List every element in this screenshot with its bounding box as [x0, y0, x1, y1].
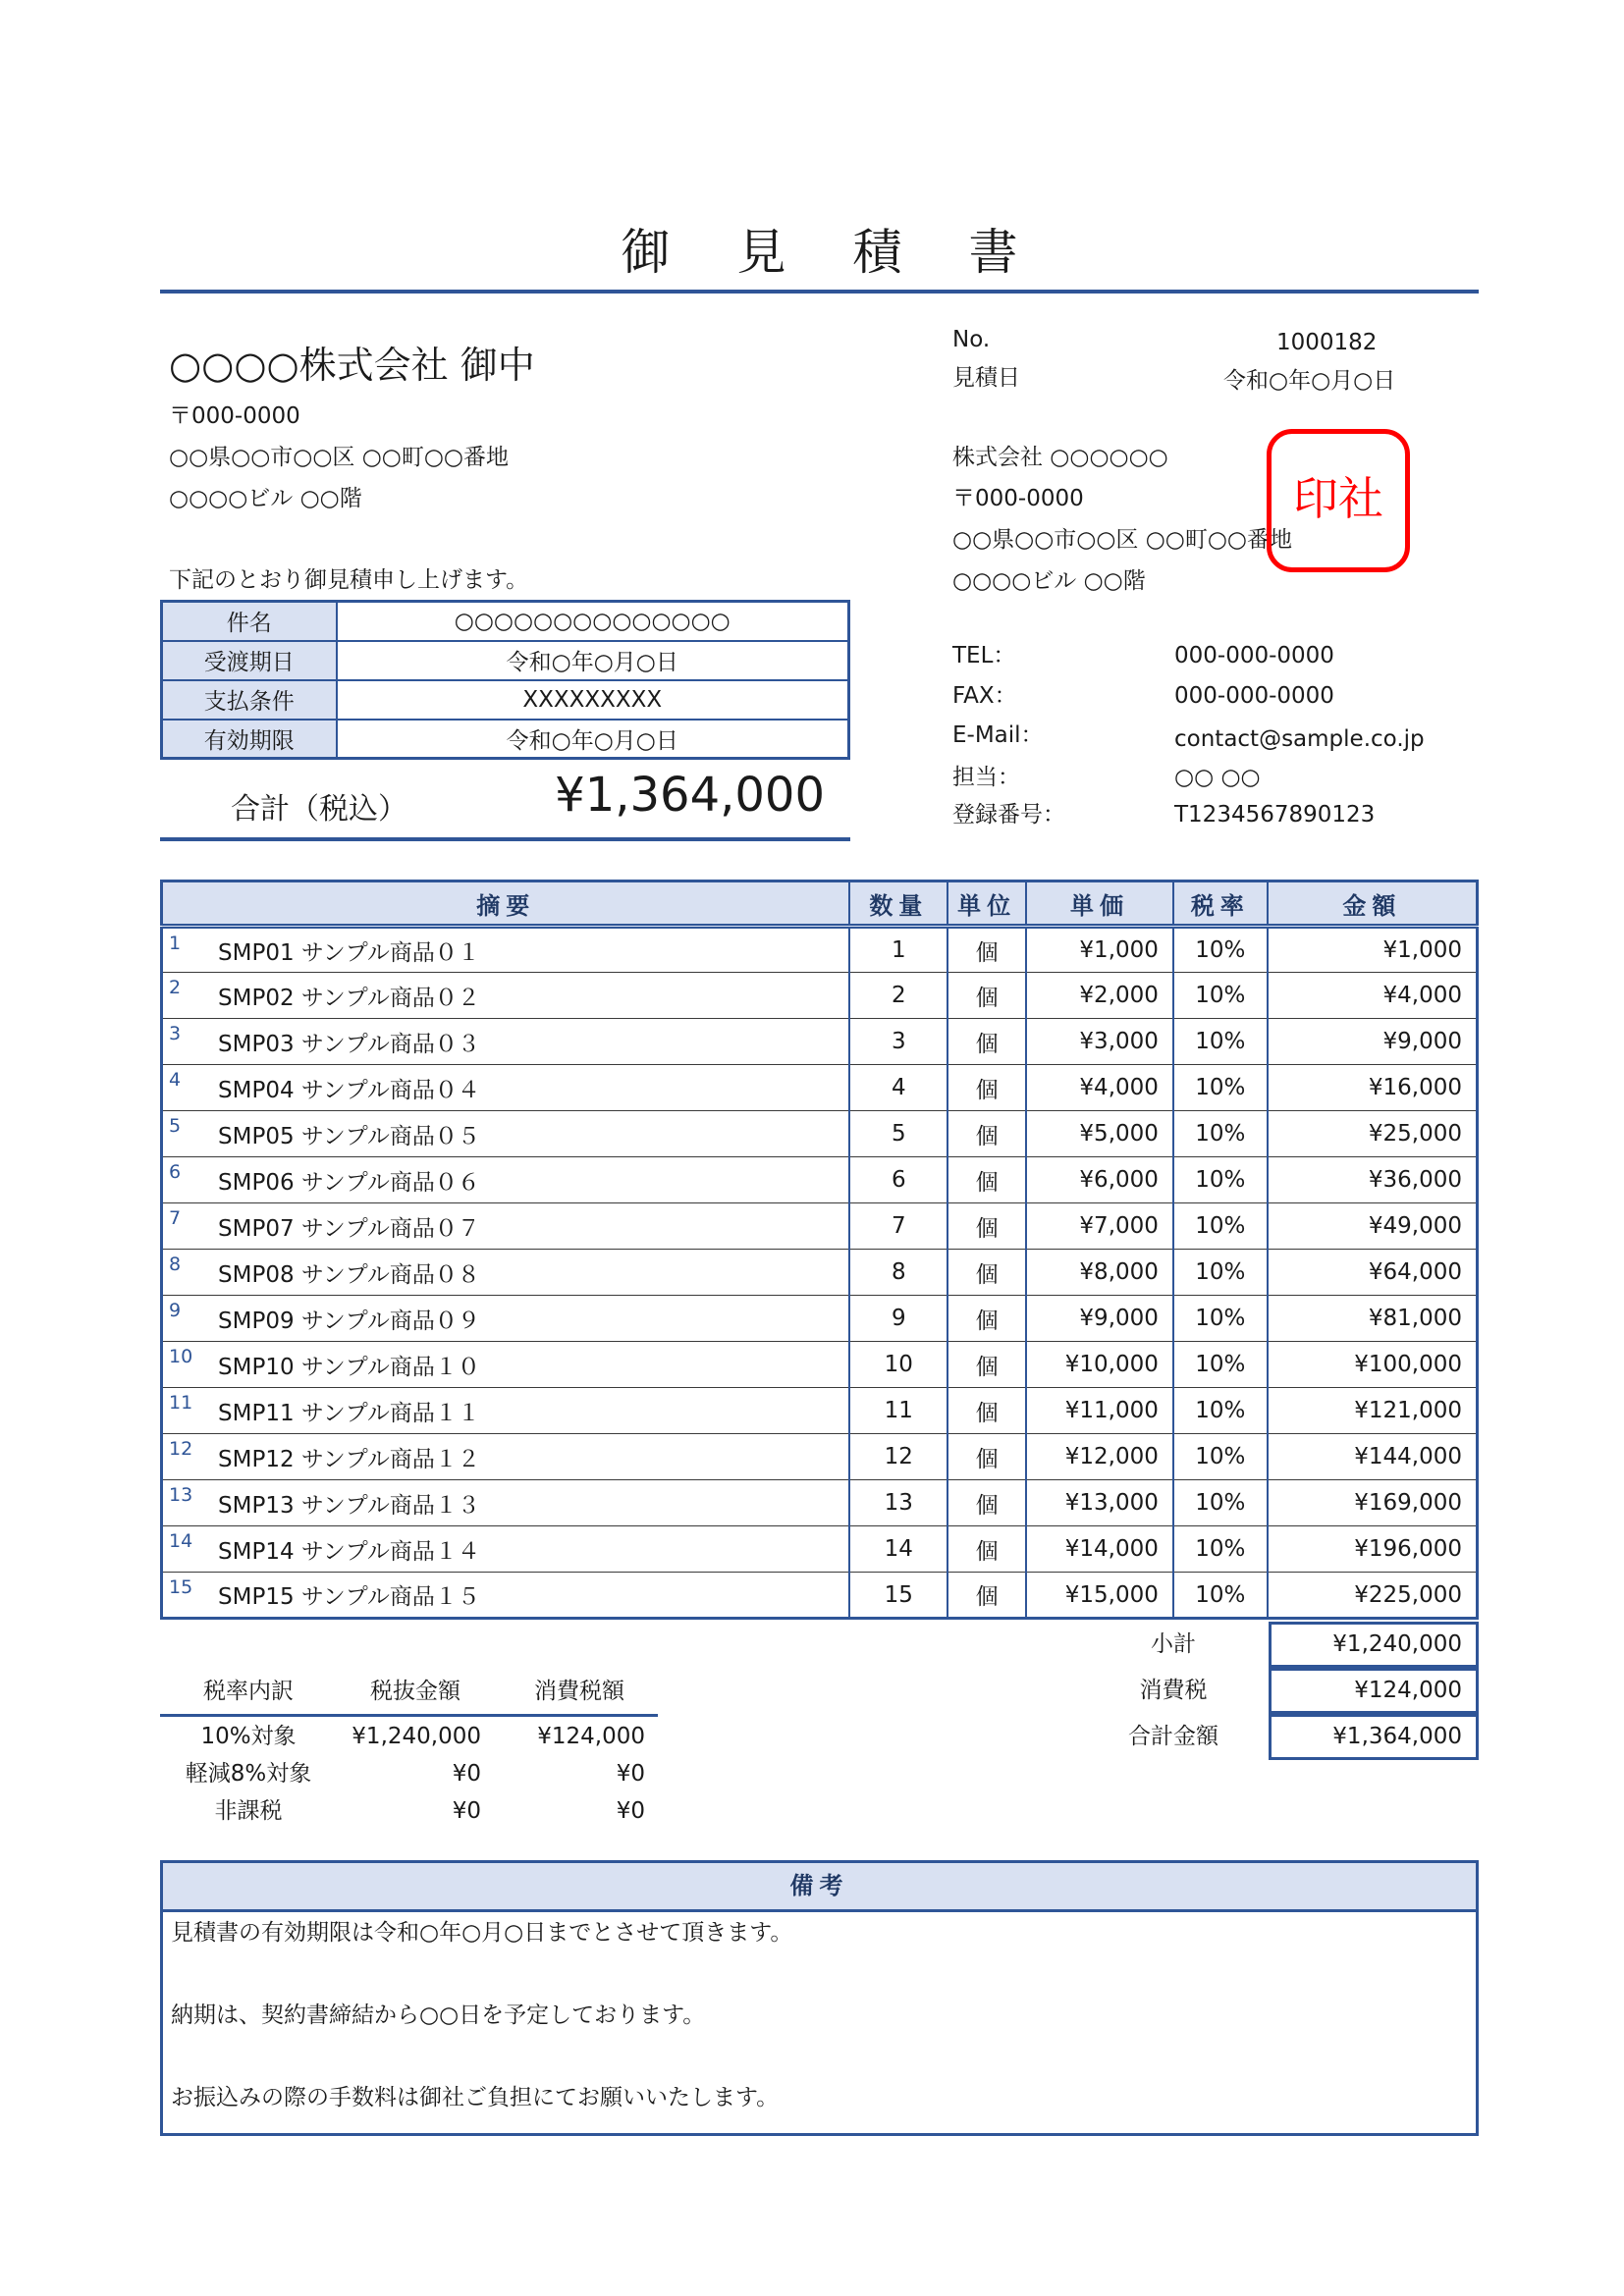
subtotal-value: ¥1,240,000 [1269, 1622, 1479, 1668]
item-tax-rate: 10% [1173, 1111, 1268, 1157]
item-description: SMP13 サンプル商品１３ [218, 1492, 480, 1519]
item-amount: ¥144,000 [1268, 1434, 1478, 1480]
table-row [162, 1434, 1478, 1480]
tax-row-base: ¥0 [452, 1761, 481, 1787]
item-tax-rate: 10% [1173, 1019, 1268, 1065]
table-row [162, 1111, 1478, 1157]
item-unit: 個 [947, 1065, 1026, 1111]
item-description-cell [162, 1342, 850, 1388]
grand-total-value: ¥1,364,000 [555, 768, 825, 823]
item-quantity: 14 [849, 1526, 947, 1573]
remarks-spacer [163, 2036, 1476, 2077]
item-unit: 個 [947, 1526, 1026, 1573]
item-unit-price: ¥10,000 [1026, 1342, 1173, 1388]
item-quantity: 4 [849, 1065, 947, 1111]
tax-row-tax: ¥0 [616, 1798, 645, 1824]
item-description-cell [162, 1111, 850, 1157]
item-unit: 個 [947, 1296, 1026, 1342]
item-unit-price: ¥1,000 [1026, 927, 1173, 973]
item-row-number: 8 [169, 1254, 182, 1275]
item-amount: ¥4,000 [1268, 973, 1478, 1019]
table-row [162, 1019, 1478, 1065]
item-quantity: 5 [849, 1111, 947, 1157]
item-amount: ¥225,000 [1268, 1573, 1478, 1619]
item-description-cell [162, 1573, 850, 1619]
registration-no-label: 登録番号： [952, 802, 1065, 828]
remark-line: お振込みの際の手数料は御社ご負担にてお願いいたします。 [171, 2085, 780, 2110]
item-quantity: 10 [849, 1342, 947, 1388]
item-description-cell [162, 1250, 850, 1296]
item-row-number: 15 [169, 1576, 193, 1598]
item-quantity: 6 [849, 1157, 947, 1203]
info-row-subject [162, 602, 849, 641]
document-title [160, 218, 1479, 287]
title-underline [160, 290, 1479, 294]
quote-date-value: 令和○年○月○日 [1223, 368, 1396, 394]
item-tax-rate: 10% [1173, 1388, 1268, 1434]
table-row [162, 1573, 1478, 1619]
item-description-cell [162, 1019, 850, 1065]
item-description-cell [162, 1203, 850, 1250]
item-unit-price: ¥3,000 [1026, 1019, 1173, 1065]
info-label: 支払条件 [162, 680, 337, 720]
item-description: SMP01 サンプル商品０１ [218, 939, 480, 966]
client-address2: ○○○○ビル ○○階 [169, 486, 362, 511]
table-row [162, 1388, 1478, 1434]
item-tax-rate: 10% [1173, 1434, 1268, 1480]
item-description: SMP08 サンプル商品０８ [218, 1261, 480, 1288]
item-row-number: 12 [169, 1438, 193, 1460]
item-description-cell [162, 1157, 850, 1203]
quote-no-label: No. [952, 327, 991, 352]
issuer-address1: ○○県○○市○○区 ○○町○○番地 [952, 527, 1292, 553]
item-unit: 個 [947, 1480, 1026, 1526]
table-row [162, 1480, 1478, 1526]
info-row-validity [162, 720, 849, 759]
item-unit: 個 [947, 1203, 1026, 1250]
item-quantity: 11 [849, 1388, 947, 1434]
info-value: 令和○年○月○日 [337, 641, 849, 680]
lead-text: 下記のとおり御見積申し上げます。 [169, 567, 529, 593]
info-value: ○○○○○○○○○○○○○○ [337, 602, 849, 641]
item-unit-price: ¥6,000 [1026, 1157, 1173, 1203]
item-amount: ¥169,000 [1268, 1480, 1478, 1526]
item-description: SMP10 サンプル商品１０ [218, 1354, 480, 1380]
item-unit-price: ¥11,000 [1026, 1388, 1173, 1434]
item-quantity: 8 [849, 1250, 947, 1296]
table-row [162, 1157, 1478, 1203]
item-quantity: 2 [849, 973, 947, 1019]
tax-row-tax: ¥0 [616, 1761, 645, 1787]
remarks-box [160, 1860, 1479, 2136]
title-char: 御 [621, 224, 671, 281]
item-unit-price: ¥2,000 [1026, 973, 1173, 1019]
item-description: SMP06 サンプル商品０６ [218, 1169, 480, 1196]
tax-label: 消費税 [1139, 1678, 1208, 1703]
tel-label: TEL： [952, 643, 1016, 668]
item-tax-rate: 10% [1173, 1526, 1268, 1573]
item-amount: ¥100,000 [1268, 1342, 1478, 1388]
stamp-text: 印社 [1293, 472, 1383, 525]
header-description: 摘要 [162, 881, 850, 927]
fax-value: 000-000-0000 [1174, 683, 1334, 709]
quote-date-label: 見積日 [952, 365, 1020, 391]
tax-breakdown-rule [160, 1714, 658, 1717]
issuer-company: 株式会社 ○○○○○○ [952, 445, 1168, 470]
remarks-spacer [163, 1953, 1476, 1995]
total-underline [160, 837, 850, 841]
item-row-number: 14 [169, 1530, 193, 1552]
item-amount: ¥81,000 [1268, 1296, 1478, 1342]
item-row-number: 4 [169, 1069, 182, 1091]
fax-label: FAX： [952, 683, 1017, 709]
title-char: 積 [852, 224, 902, 281]
quote-no-value: 1000182 [1276, 330, 1378, 355]
tax-breakdown-header-base: 税抜金額 [370, 1679, 460, 1704]
table-row [162, 927, 1478, 973]
item-tax-rate: 10% [1173, 973, 1268, 1019]
header-quantity: 数量 [849, 881, 947, 927]
issuer-postal: 〒000-0000 [952, 486, 1084, 511]
item-row-number: 6 [169, 1161, 182, 1183]
tax-row-label: 非課税 [214, 1798, 283, 1824]
total-amount-value: ¥1,364,000 [1269, 1714, 1479, 1760]
item-row-number: 1 [169, 933, 182, 954]
item-unit-price: ¥13,000 [1026, 1480, 1173, 1526]
title-char: 書 [968, 224, 1018, 281]
remark-line: 見積書の有効期限は令和○年○月○日までとさせて頂きます。 [171, 1920, 793, 1946]
info-row-delivery-date [162, 641, 849, 680]
item-quantity: 3 [849, 1019, 947, 1065]
table-row [162, 1526, 1478, 1573]
item-unit: 個 [947, 1342, 1026, 1388]
item-description-cell [162, 1388, 850, 1434]
item-description-cell [162, 973, 850, 1019]
item-unit-price: ¥8,000 [1026, 1250, 1173, 1296]
item-unit-price: ¥15,000 [1026, 1573, 1173, 1619]
item-quantity: 1 [849, 927, 947, 973]
contact-person-label: 担当： [952, 765, 1020, 790]
item-unit-price: ¥5,000 [1026, 1111, 1173, 1157]
info-label: 受渡期日 [162, 641, 337, 680]
header-amount: 金額 [1268, 881, 1478, 927]
item-description: SMP12 サンプル商品１２ [218, 1446, 480, 1472]
table-row [162, 1296, 1478, 1342]
registration-no-value: T1234567890123 [1174, 802, 1376, 828]
tax-row-label: 10%対象 [200, 1724, 297, 1749]
info-value: XXXXXXXXX [337, 680, 849, 720]
item-description: SMP14 サンプル商品１４ [218, 1538, 480, 1565]
item-row-number: 2 [169, 977, 182, 998]
table-row [162, 1250, 1478, 1296]
item-description: SMP15 サンプル商品１５ [218, 1584, 480, 1610]
remarks-header: 備考 [163, 1863, 1476, 1912]
item-row-number: 7 [169, 1207, 182, 1229]
item-unit-price: ¥7,000 [1026, 1203, 1173, 1250]
table-row [162, 1065, 1478, 1111]
item-description-cell [162, 1434, 850, 1480]
tax-breakdown-header-tax: 消費税額 [534, 1679, 624, 1704]
tel-value: 000-000-0000 [1174, 643, 1334, 668]
item-unit: 個 [947, 1157, 1026, 1203]
email-label: E-Mail： [952, 722, 1044, 748]
table-row [162, 1203, 1478, 1250]
item-unit: 個 [947, 1111, 1026, 1157]
item-row-number: 3 [169, 1023, 182, 1044]
tax-row-tax: ¥124,000 [537, 1724, 645, 1749]
company-seal-stamp [1267, 429, 1410, 572]
item-description: SMP03 サンプル商品０３ [218, 1031, 480, 1057]
item-unit: 個 [947, 973, 1026, 1019]
item-row-number: 9 [169, 1300, 182, 1321]
item-quantity: 12 [849, 1434, 947, 1480]
item-unit: 個 [947, 1573, 1026, 1619]
header-tax-rate: 税率 [1173, 881, 1268, 927]
item-tax-rate: 10% [1173, 1480, 1268, 1526]
contact-person-value: ○○ ○○ [1174, 765, 1261, 790]
item-description-cell [162, 1296, 850, 1342]
item-amount: ¥36,000 [1268, 1157, 1478, 1203]
item-description: SMP07 サンプル商品０７ [218, 1215, 480, 1242]
quote-info-table [160, 600, 850, 760]
item-amount: ¥1,000 [1268, 927, 1478, 973]
item-description: SMP02 サンプル商品０２ [218, 985, 480, 1011]
info-label: 有効期限 [162, 720, 337, 759]
item-tax-rate: 10% [1173, 927, 1268, 973]
item-tax-rate: 10% [1173, 1065, 1268, 1111]
item-tax-rate: 10% [1173, 1203, 1268, 1250]
issuer-address2: ○○○○ビル ○○階 [952, 568, 1146, 594]
item-amount: ¥196,000 [1268, 1526, 1478, 1573]
item-unit-price: ¥9,000 [1026, 1296, 1173, 1342]
items-header-row [162, 881, 1478, 927]
client-name: ○○○○株式会社 御中 [169, 344, 535, 387]
item-amount: ¥49,000 [1268, 1203, 1478, 1250]
item-description-cell [162, 1480, 850, 1526]
item-amount: ¥64,000 [1268, 1250, 1478, 1296]
item-description: SMP11 サンプル商品１１ [218, 1400, 480, 1426]
remark-line: 納期は、契約書締結から○○日を予定しております。 [171, 2002, 706, 2028]
grand-total-label: 合計（税込） [231, 792, 407, 827]
line-items-table [160, 880, 1479, 1620]
item-description: SMP05 サンプル商品０５ [218, 1123, 480, 1149]
item-amount: ¥121,000 [1268, 1388, 1478, 1434]
header-unit-price: 単価 [1026, 881, 1173, 927]
item-tax-rate: 10% [1173, 1157, 1268, 1203]
item-unit-price: ¥14,000 [1026, 1526, 1173, 1573]
item-tax-rate: 10% [1173, 1573, 1268, 1619]
item-quantity: 9 [849, 1296, 947, 1342]
item-unit-price: ¥12,000 [1026, 1434, 1173, 1480]
item-quantity: 13 [849, 1480, 947, 1526]
item-description: SMP09 サンプル商品０９ [218, 1308, 480, 1334]
item-unit: 個 [947, 1250, 1026, 1296]
item-amount: ¥16,000 [1268, 1065, 1478, 1111]
email-value: contact@sample.co.jp [1174, 726, 1425, 752]
subtotal-label: 小計 [1151, 1631, 1196, 1657]
item-amount: ¥9,000 [1268, 1019, 1478, 1065]
item-description-cell [162, 1526, 850, 1573]
item-row-number: 5 [169, 1115, 182, 1137]
tax-row-base: ¥0 [452, 1798, 481, 1824]
item-row-number: 13 [169, 1484, 193, 1506]
header-unit: 単位 [947, 881, 1026, 927]
item-tax-rate: 10% [1173, 1342, 1268, 1388]
title-char: 見 [736, 224, 786, 281]
item-unit-price: ¥4,000 [1026, 1065, 1173, 1111]
tax-value: ¥124,000 [1269, 1668, 1479, 1714]
total-amount-label: 合計金額 [1128, 1724, 1218, 1749]
table-row [162, 973, 1478, 1019]
item-row-number: 11 [169, 1392, 193, 1414]
item-quantity: 15 [849, 1573, 947, 1619]
table-row [162, 1342, 1478, 1388]
item-unit: 個 [947, 1019, 1026, 1065]
client-postal: 〒000-0000 [169, 403, 300, 429]
item-row-number: 10 [169, 1346, 193, 1367]
tax-row-base: ¥1,240,000 [352, 1724, 481, 1749]
client-address1: ○○県○○市○○区 ○○町○○番地 [169, 445, 509, 470]
item-unit: 個 [947, 1388, 1026, 1434]
item-unit: 個 [947, 1434, 1026, 1480]
info-row-payment-terms [162, 680, 849, 720]
item-amount: ¥25,000 [1268, 1111, 1478, 1157]
item-tax-rate: 10% [1173, 1250, 1268, 1296]
tax-row-label: 軽減8%対象 [185, 1761, 312, 1787]
item-unit: 個 [947, 927, 1026, 973]
item-quantity: 7 [849, 1203, 947, 1250]
item-description: SMP04 サンプル商品０４ [218, 1077, 480, 1103]
item-description-cell [162, 927, 850, 973]
tax-breakdown-header-category: 税率内訳 [203, 1679, 294, 1704]
item-tax-rate: 10% [1173, 1296, 1268, 1342]
info-label: 件名 [162, 602, 337, 641]
item-description-cell [162, 1065, 850, 1111]
info-value: 令和○年○月○日 [337, 720, 849, 759]
